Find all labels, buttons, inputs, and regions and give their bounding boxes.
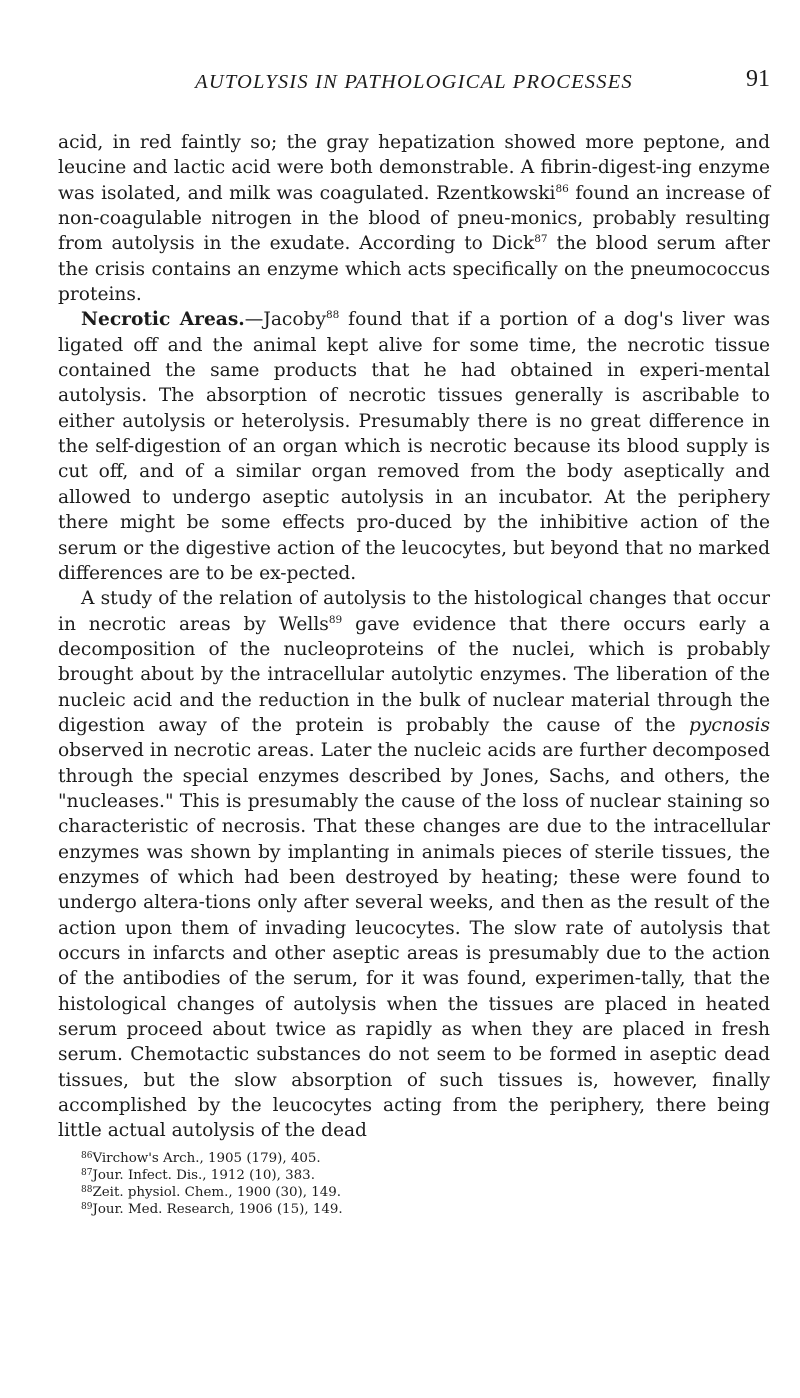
footnote-text: Zeit. physiol. Chem., 1900 (30), 149. [92,1184,342,1200]
footnote-86 [81,1150,770,1167]
text-run: gave evidence that there occurs early a decomposition of the nucleoproteins of the nuclei, which is probably brought about by the intracellular autolytic enzymes. The liberation of the nucleic acid and the reduction in the bulk of nuclear material through the digestion away of the protein is probably the cause of the [58,613,770,736]
footnote-mark: 89 [81,1201,93,1212]
footnote-text: Jour. Infect. Dis., 1912 (10), 383. [92,1167,315,1183]
page-header [58,66,770,106]
text-run: observed in necrotic areas. Later the nucleic acids are further decomposed through the special enzymes described by Jones, Sachs, and others, the "nucleases." This is presumably the cause of the loss of nuclear staining so characteristic of necrosis. That these changes are due to the intracellular enzymes was shown by implanting in animals pieces of sterile tissues, the enzymes of which had been destroyed by heating; these were found to undergo altera-tions only after several weeks, and then as the result of the action upon them of invading leucocytes. The slow rate of autolysis that occurs in infarcts and other aseptic areas is presumably due to the action of the antibodies of the serum, for it was found, experimen-tally, that the histological changes of autolysis when the tissues are placed in heated serum proceed about twice as rapidly as when they are placed in fresh serum. Chemotactic substances do not seem to be formed in aseptic dead tissues, but the slow absorption of such tissues is, however, finally accomplished by the leucocytes acting from the periphery, there being little actual autolysis of the dead [58,740,770,1142]
paragraph-pneumonia-continued [58,130,770,307]
text-run: found that if a portion of a dog's liver was ligated off and the animal kept alive for some time, the necrotic tissue contained the same products that he had obtained in experi-mental autolysis. The absorption of necrotic tissues generally is ascribable to either autolysis or heterolysis. Presumably there is no great difference in the self-digestion of an organ which is necrotic because its blood supply is cut off, and of a similar organ removed from the body aseptically and allowed to undergo aseptic autolysis in an incubator. At the periphery there might be some effects pro-duced by the inhibitive action of the serum or the digestive action of the leucocytes, but beyond that no marked differences are to be ex-pected. [58,309,770,584]
footnote-89 [81,1201,770,1218]
text-run: —Jacoby [244,309,326,331]
footnote-mark: 86 [81,1150,93,1161]
text-run: A study of the relation of autolysis to the histological changes that occur in necrotic areas by Wells [58,588,770,635]
emphasis-pycnosis: pycnosis [688,714,770,736]
footnote-87 [81,1167,770,1184]
text-run: acid, in red faintly so; the gray hepatization showed more peptone, and leucine and lactic acid were both demonstrable. A fibrin-digest-ing enzyme was isolated, and milk was coagulated. Rzentkowski [58,132,770,204]
footnote-text: Jour. Med. Research, 1906 (15), 149. [92,1201,343,1217]
footnotes [58,1150,770,1218]
footnote-ref-87[interactable]: 87 [534,233,548,246]
paragraph-histological-changes [58,586,770,1144]
footnote-88 [81,1184,770,1201]
footnote-ref-86[interactable]: 86 [555,182,569,195]
footnote-mark: 88 [81,1184,93,1195]
section-heading-necrotic-areas: Necrotic Areas. [81,309,245,331]
paragraph-necrotic-areas [58,307,770,586]
text-run: the blood serum after the crisis contains an enzyme which acts specifically on the pneumococcus proteins. [58,233,770,306]
footnote-text: Virchow's Arch., 1905 (179), 405. [92,1150,321,1166]
page-number: 91 [746,66,770,92]
running-head: AUTOLYSIS IN PATHOLOGICAL PROCESSES [195,71,633,93]
body-text [58,130,770,1144]
footnote-mark: 87 [81,1167,93,1178]
footnote-ref-88[interactable]: 88 [325,309,340,322]
book-page [58,66,770,1218]
text-run: found an increase of non-coagulable nitrogen in the blood of pneu-monics, probably resulting from autolysis in the exudate. According to Dick [58,182,770,255]
footnote-ref-89[interactable]: 89 [328,613,343,626]
